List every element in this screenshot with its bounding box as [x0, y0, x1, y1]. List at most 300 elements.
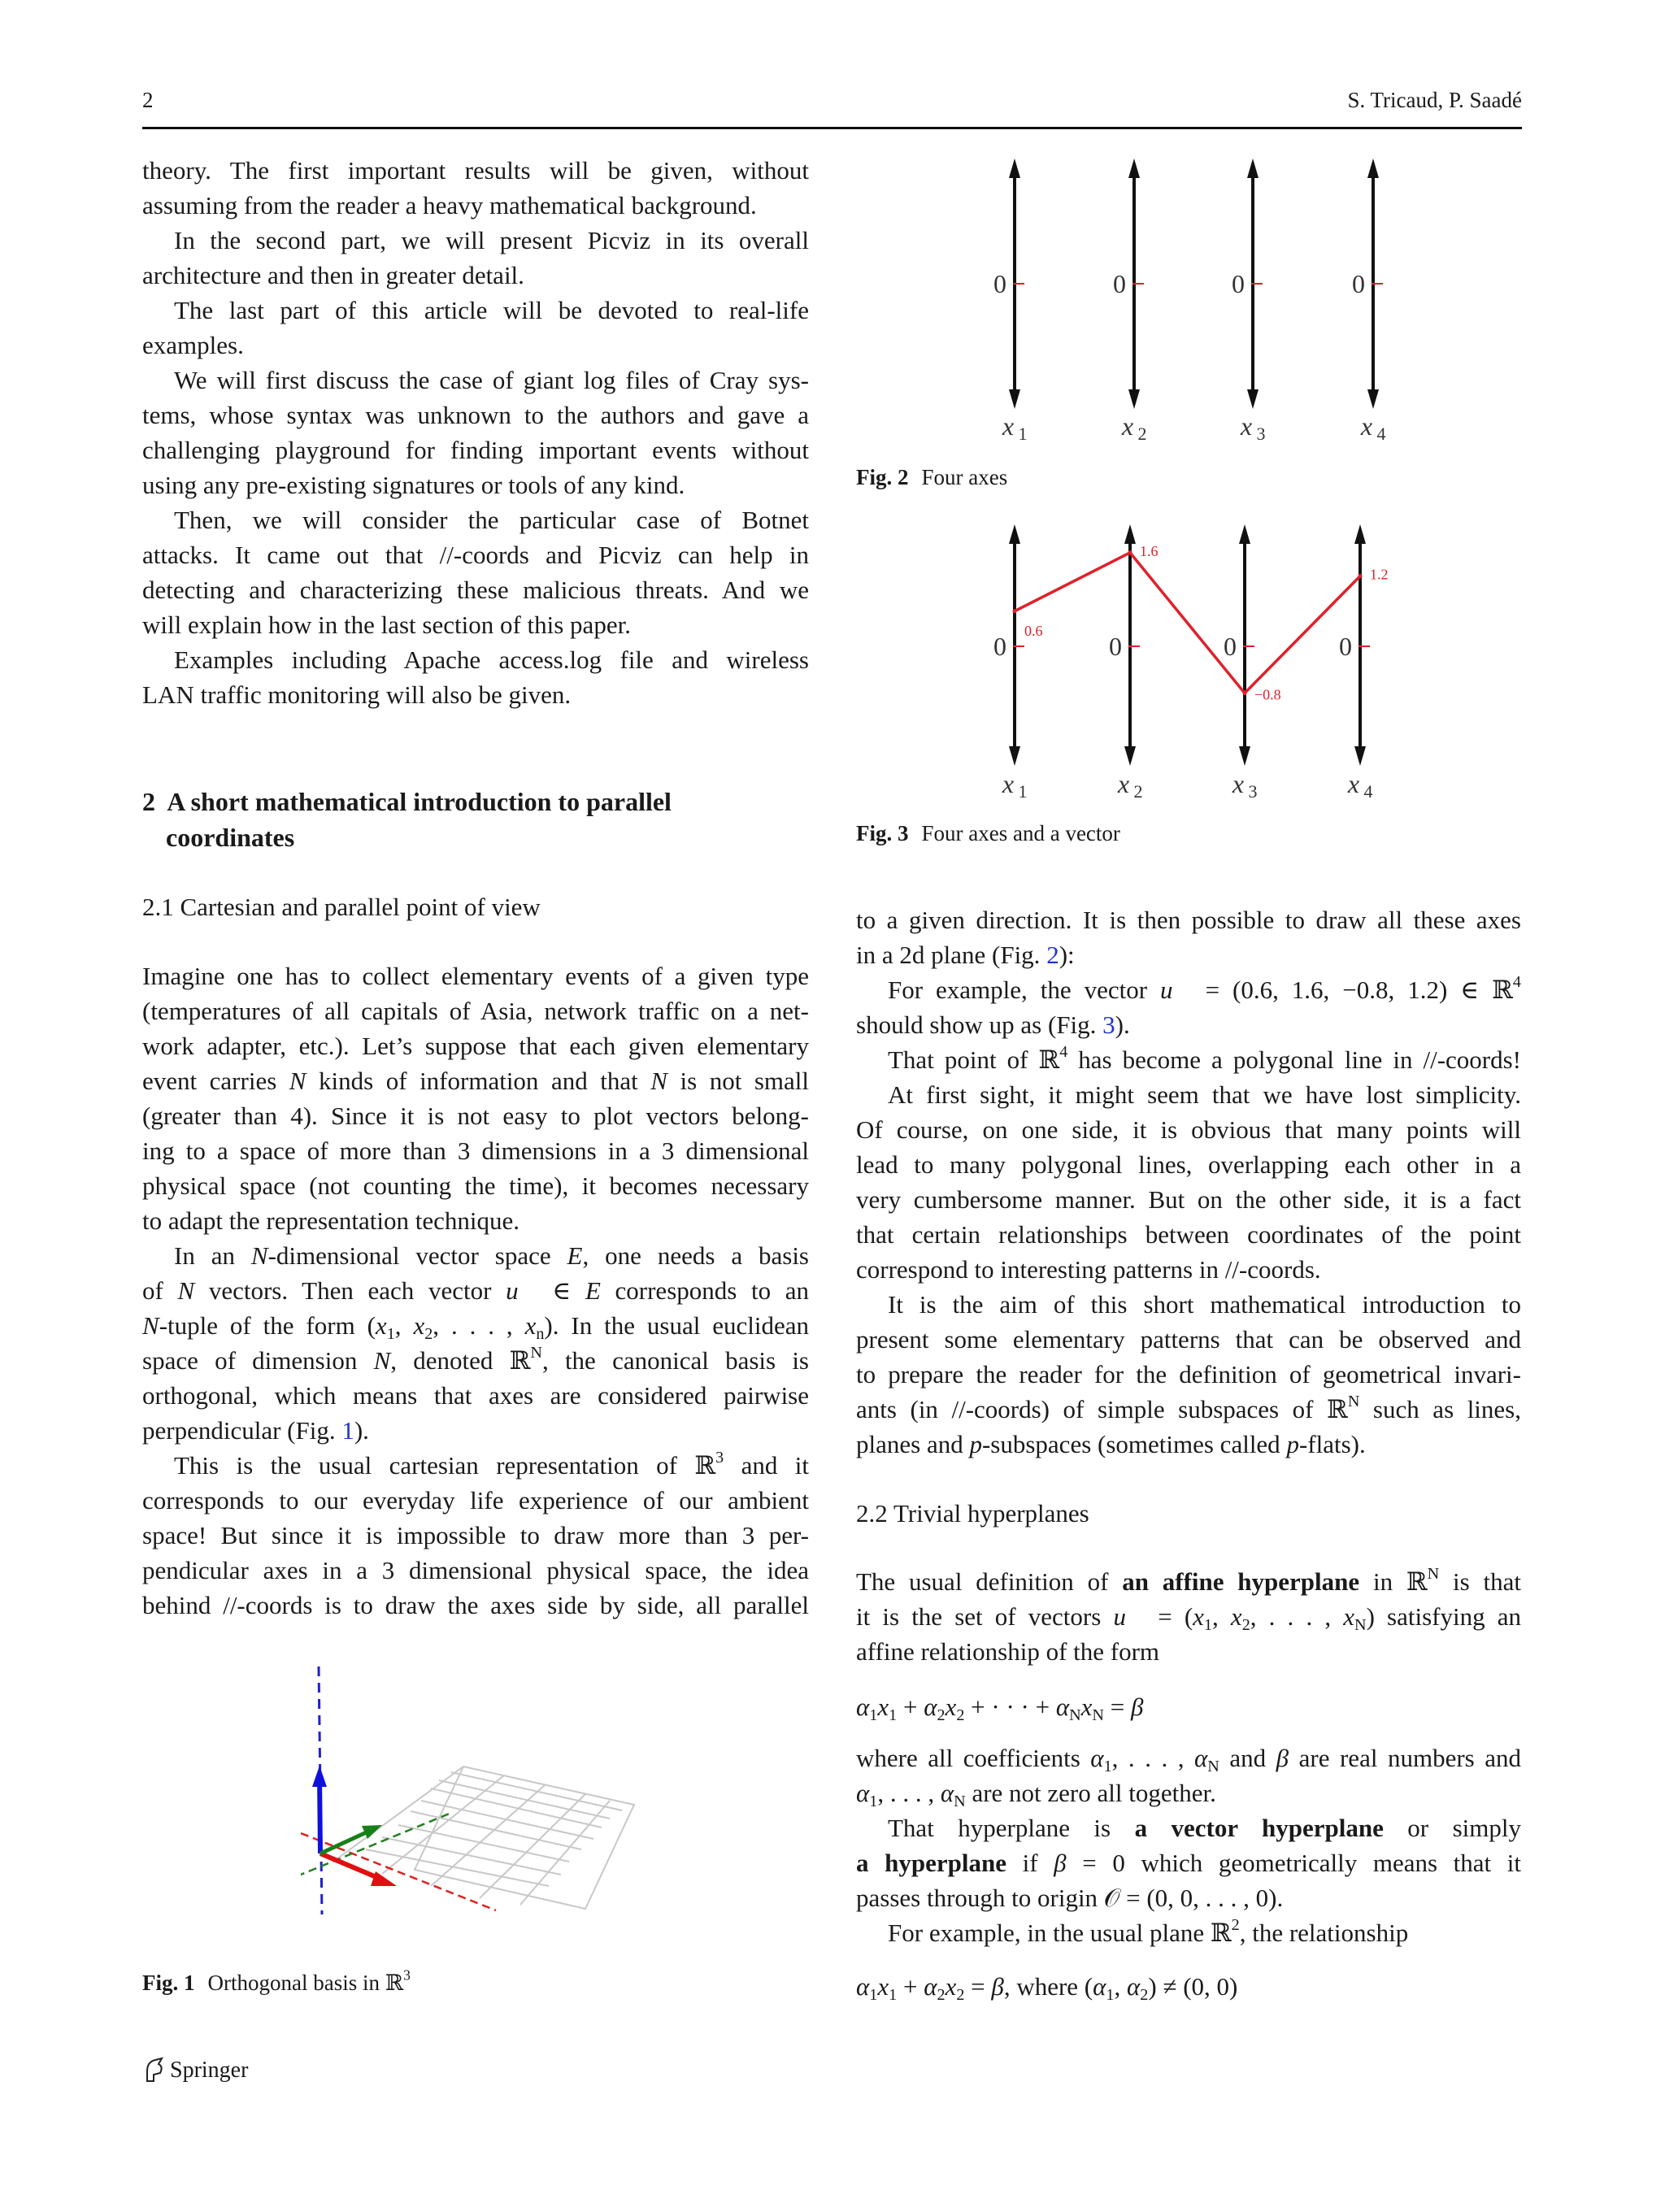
section-heading: [142, 787, 672, 817]
text-line: [856, 1814, 1521, 1849]
text-segment: N: [177, 1276, 195, 1305]
text-segment: ,: [1212, 1602, 1231, 1631]
text-line: [856, 1290, 1521, 1325]
zero-tick-label: 0: [1113, 269, 1126, 298]
text-line: [856, 1010, 1521, 1045]
text-segment: -subspaces (sometimes called: [981, 1430, 1287, 1458]
text-line: [856, 1115, 1521, 1150]
publisher-name: Springer: [170, 2058, 249, 2083]
vector-value-label: 1.6: [1140, 542, 1159, 559]
figure-1-caption-sup: 3: [403, 1966, 411, 1984]
text-segment: challenging playground for finding important events without: [142, 436, 809, 464]
text-line: [856, 1360, 1521, 1395]
text-segment: 2: [956, 1706, 965, 1725]
figure-3-chart: [976, 516, 1431, 801]
text-segment: ). In the usual euclidean: [544, 1311, 810, 1340]
text-segment: -flats).: [1298, 1430, 1366, 1458]
axis-label: x: [1121, 411, 1134, 441]
axis-arrow-down-icon: [1124, 746, 1136, 766]
text-line: [142, 1136, 809, 1171]
text-line: [142, 1448, 809, 1486]
text-line: [142, 191, 809, 226]
text-segment: , denoted ℝ: [390, 1346, 531, 1375]
text-segment: p: [1286, 1430, 1299, 1458]
text-line: [142, 401, 809, 436]
vector-point: [1013, 609, 1017, 613]
text-segment: x: [413, 1311, 425, 1340]
section-title-cont: coordinates: [166, 823, 295, 852]
text-segment: detecting and characterizing these malicious threats. And we: [142, 576, 809, 604]
text-line: [856, 1637, 1521, 1672]
text-segment: N: [142, 1311, 159, 1340]
text-segment: such as lines,: [1359, 1395, 1521, 1423]
text-segment: event carries: [142, 1067, 289, 1095]
text-segment: (temperatures of all capitals of Asia, network traffic on a net-: [142, 997, 809, 1025]
text-segment: x: [945, 1972, 957, 2001]
text-segment: This is the usual cartesian representation of ℝ: [174, 1451, 716, 1480]
text-line: [142, 1591, 809, 1626]
text-segment: where all coefficients: [856, 1744, 1091, 1772]
text-segment: physical space (not counting the time), it becomes necessary: [142, 1171, 809, 1200]
text-segment: ).: [1115, 1010, 1130, 1039]
text-segment: 2: [937, 1986, 946, 2005]
text-line: [856, 1564, 1521, 1602]
zero-tick-label: 0: [993, 269, 1006, 298]
figure-3-caption-text: Four axes and a vector: [921, 821, 1120, 845]
text-segment: , where (: [1003, 1972, 1093, 2001]
text-segment: α: [856, 1779, 870, 1807]
axis-arrow-up-icon: [1247, 159, 1259, 178]
axis-label-subscript: 3: [1256, 424, 1266, 443]
text-segment: (greater than 4). Since it is not easy to plot vectors belong-: [142, 1102, 809, 1130]
figure-2-caption-text: Four axes: [921, 465, 1008, 489]
text-segment: It is the aim of this short mathematical introduction to: [888, 1290, 1521, 1319]
text-segment: N: [1069, 1706, 1081, 1725]
text-segment: β: [1276, 1744, 1289, 1772]
text-segment: Of course, on one side, it is obvious that many points will: [856, 1115, 1521, 1144]
text-segment: 1: [869, 1793, 878, 1811]
text-segment: to prepare the reader for the definition of geometrical invari-: [856, 1360, 1521, 1388]
text-line: [142, 1381, 809, 1416]
text-segment: 1: [889, 1706, 898, 1725]
text-line: [856, 1042, 1521, 1080]
zero-tick-label: 0: [993, 632, 1006, 661]
text-segment: ) ≠ (0, 0): [1148, 1972, 1238, 2001]
text-segment: N: [650, 1067, 667, 1095]
text-segment: has become a polygonal line in //-coords!: [1067, 1045, 1521, 1074]
figure-2-chart: [976, 150, 1431, 443]
axis-arrow-down-icon: [1367, 389, 1379, 409]
text-segment: space of dimension: [142, 1346, 374, 1375]
text-segment: 4: [1512, 972, 1521, 991]
text-segment: attacks. It came out that //-coords and Picviz can help in: [142, 541, 809, 569]
axis-label: x: [1232, 769, 1245, 798]
text-segment: = 0 which geometrically means that it: [1066, 1849, 1522, 1877]
text-segment: N: [289, 1067, 306, 1095]
text-segment: an affine hyperplane: [1122, 1567, 1360, 1596]
text-segment: very cumbersome manner. But on the other side, it is a fact: [856, 1185, 1521, 1214]
section-title: A short mathematical introduction to parallel: [167, 787, 672, 816]
text-line: [142, 366, 809, 401]
axis-arrow-up-icon: [1128, 159, 1140, 178]
text-segment: tems, whose syntax was unknown to the authors and gave a: [142, 401, 809, 429]
text-line: [142, 1416, 809, 1451]
text-segment: u⃗: [506, 1276, 538, 1305]
axis-arrow-up-icon: [1354, 524, 1366, 544]
text-segment: ing to a space of more than 3 dimensions in a 3 dimensional: [142, 1136, 809, 1165]
text-segment: corresponds to our everyday life experience of our ambient: [142, 1486, 809, 1515]
text-segment: N: [1347, 1392, 1360, 1410]
text-segment: is not small: [667, 1067, 809, 1095]
text-segment: pendicular axes in a 3 dimensional physical space, the idea: [142, 1556, 809, 1584]
text-line: [142, 541, 809, 576]
text-segment: The usual definition of: [856, 1567, 1123, 1596]
text-segment: α: [856, 1693, 870, 1721]
text-segment: n: [536, 1325, 545, 1344]
running-head-authors: S. Tricaud, P. Saadé: [1347, 88, 1522, 112]
springer-horse-icon: [142, 2057, 167, 2084]
text-line: [142, 1556, 809, 1591]
text-line: [856, 1915, 1521, 1953]
vector-point: [1243, 691, 1247, 695]
text-line: [856, 1220, 1521, 1255]
text-segment: 2: [1140, 1986, 1149, 2005]
header-rule: [142, 127, 1522, 129]
text-segment: ∈: [537, 1276, 585, 1305]
text-segment: N: [1427, 1564, 1440, 1583]
text-segment: is that: [1439, 1567, 1521, 1596]
text-segment: N: [1354, 1616, 1367, 1635]
text-segment: Examples including Apache access.log file and wireless: [174, 645, 809, 674]
equation-plane-line: [856, 1972, 1238, 2005]
text-line: [856, 1430, 1521, 1465]
axis-arrow-up-icon: [1239, 524, 1250, 544]
axis-arrow-up-icon: [1367, 159, 1379, 178]
y-axis-dashed: [301, 1813, 451, 1876]
text-line: [142, 997, 809, 1032]
text-segment: +: [897, 1693, 924, 1721]
text-segment: , the canonical basis is: [541, 1346, 810, 1375]
figure-1-caption-text: Orthogonal basis in ℝ: [207, 1971, 404, 1995]
text-segment: Then, we will consider the particular case of Botnet: [174, 506, 809, 534]
text-segment: 2: [1231, 1915, 1240, 1934]
figure-2-caption: [856, 465, 1007, 490]
text-segment: of: [142, 1276, 178, 1305]
text-segment: 1: [1203, 1616, 1213, 1635]
text-segment: ):: [1059, 941, 1075, 969]
text-segment: α: [1093, 1972, 1106, 2001]
text-segment: orthogonal, which means that axes are considered pairwise: [142, 1381, 809, 1410]
text-segment: N: [530, 1343, 542, 1362]
text-segment: N: [373, 1346, 391, 1375]
figure-3-label: Fig. 3: [856, 821, 909, 845]
text-segment: or simply: [1383, 1814, 1521, 1842]
text-segment: x: [1343, 1602, 1355, 1631]
right-body-text: [856, 906, 1521, 1475]
text-segment: ).: [354, 1416, 369, 1445]
equation-affine-hyperplane: [856, 1693, 1144, 1725]
text-segment: x: [1193, 1602, 1204, 1631]
text-segment: 1: [1106, 1986, 1115, 2005]
text-segment: Imagine one has to collect elementary events of a given type: [142, 962, 809, 990]
text-segment: work adapter, etc.). Let’s suppose that each given elementary: [142, 1032, 809, 1060]
text-line: [856, 1325, 1521, 1360]
text-segment: 1: [1103, 1758, 1112, 1776]
text-line: [856, 1602, 1521, 1637]
vector-point: [1359, 574, 1363, 578]
text-segment: E: [567, 1241, 583, 1270]
text-segment: That hyperplane is: [888, 1814, 1135, 1842]
text-segment: In the second part, we will present Picviz in its overall: [174, 226, 809, 254]
text-segment: N: [1092, 1706, 1104, 1725]
text-segment: α: [1194, 1744, 1208, 1772]
text-segment: α: [940, 1779, 954, 1807]
text-segment: +: [897, 1972, 924, 2001]
axis-arrow-down-icon: [1247, 389, 1259, 409]
text-segment: α: [924, 1972, 937, 2001]
text-line: [142, 436, 809, 471]
right-body3-text: [856, 1744, 1521, 1963]
text-line: [142, 1067, 809, 1102]
figure-reference-link[interactable]: 3: [1102, 1010, 1115, 1039]
text-line: [856, 1185, 1521, 1220]
text-line: [856, 1779, 1521, 1814]
text-segment: In an: [174, 1241, 251, 1270]
left-body-text: [142, 962, 809, 1628]
text-line: [142, 506, 809, 541]
axis-label-subscript: 2: [1137, 424, 1147, 443]
text-segment: -dimensional vector space: [267, 1241, 567, 1270]
axis-label: x: [1002, 411, 1015, 441]
text-segment: ) satisfying an: [1366, 1602, 1522, 1631]
x-axis-dashed: [301, 1833, 496, 1910]
text-line: [142, 1032, 809, 1067]
text-segment: α: [1090, 1744, 1104, 1772]
axis-arrow-up-icon: [1009, 524, 1020, 544]
z-arrowhead-icon: [312, 1766, 327, 1787]
text-segment: E: [585, 1276, 601, 1305]
text-segment: ants (in //-coords) of simple subspaces of ℝ: [856, 1395, 1348, 1423]
figure-2-label: Fig. 2: [856, 465, 909, 489]
text-segment: planes and: [856, 1430, 970, 1458]
text-segment: The last part of this article will be devoted to real-life: [174, 296, 809, 324]
text-segment: α: [1055, 1693, 1070, 1721]
text-line: [142, 1206, 809, 1241]
vector-value-label: −0.8: [1254, 686, 1281, 703]
axis-label: x: [1347, 769, 1360, 798]
vector-polyline: [1015, 553, 1360, 693]
text-line: [142, 296, 809, 331]
text-segment: u⃗: [1113, 1602, 1146, 1631]
text-segment: in ℝ: [1359, 1567, 1428, 1596]
axis-arrow-down-icon: [1239, 746, 1250, 766]
text-segment: in a 2d plane (Fig.: [856, 941, 1047, 969]
text-segment: 2: [937, 1706, 946, 1725]
text-segment: , . . . ,: [1250, 1602, 1344, 1631]
axis-label-subscript: 1: [1018, 424, 1028, 443]
text-segment: x: [524, 1311, 537, 1340]
text-line: [142, 645, 809, 680]
text-segment: to adapt the representation technique.: [142, 1206, 519, 1235]
text-line: [142, 331, 809, 366]
text-line: [142, 226, 809, 261]
text-line: [142, 1241, 809, 1276]
subsection-2-2-heading: 2.2 Trivial hyperplanes: [856, 1499, 1089, 1528]
text-segment: 2: [424, 1325, 433, 1344]
grid-plane: [333, 1767, 634, 1909]
text-segment: 4: [1059, 1042, 1068, 1061]
text-segment: 3: [715, 1448, 724, 1467]
figure-1-caption: [142, 1966, 411, 1996]
text-segment: 1: [869, 1986, 878, 2005]
text-line: [142, 611, 809, 645]
text-line: [856, 1884, 1521, 1919]
text-segment: should show up as (Fig.: [856, 1010, 1103, 1039]
text-segment: =: [1103, 1693, 1131, 1721]
text-segment: to a given direction. It is then possible to draw all these axes: [856, 906, 1521, 934]
text-segment: α: [1127, 1972, 1141, 2001]
axis-arrow-down-icon: [1354, 746, 1366, 766]
figure-reference-link[interactable]: 1: [341, 1416, 354, 1445]
text-segment: space! But since it is impossible to draw more than 3 per-: [142, 1521, 809, 1549]
text-line: [856, 1080, 1521, 1115]
text-line: [142, 1102, 809, 1136]
text-segment: α: [924, 1693, 937, 1721]
text-segment: x: [877, 1693, 889, 1721]
axis-label-subscript: 4: [1376, 424, 1386, 443]
y-arrowhead-icon: [362, 1825, 382, 1839]
axis-label-subscript: 1: [1018, 781, 1028, 801]
text-segment: and it: [724, 1451, 809, 1480]
axis-arrow-down-icon: [1009, 389, 1020, 409]
text-segment: a vector hyperplane: [1134, 1814, 1384, 1842]
zero-tick-label: 0: [1224, 632, 1237, 661]
text-segment: passes through to origin 𝒪 = (0, 0, . . . , 0).: [856, 1884, 1284, 1912]
x-arrowhead-icon: [371, 1871, 397, 1886]
text-line: [142, 1171, 809, 1206]
text-segment: will explain how in the last section of this paper.: [142, 611, 631, 639]
text-line: [142, 576, 809, 611]
text-line: [142, 261, 809, 296]
text-segment: , . . . ,: [877, 1779, 941, 1807]
text-segment: that certain relationships between coordinates of the point: [856, 1220, 1521, 1249]
text-segment: N: [1207, 1758, 1219, 1776]
zero-tick-label: 0: [1339, 632, 1352, 661]
text-segment: At first sight, it might seem that we have lost simplicity.: [888, 1080, 1521, 1109]
figure-3-caption: [856, 821, 1120, 846]
text-segment: That point of ℝ: [888, 1045, 1060, 1074]
text-segment: = (: [1146, 1602, 1193, 1631]
text-line: [856, 1849, 1521, 1884]
text-segment: are real numbers and: [1289, 1744, 1522, 1772]
text-line: [142, 471, 809, 506]
text-segment: are not zero all together.: [965, 1779, 1216, 1807]
axis-label: x: [1360, 411, 1373, 441]
text-segment: and: [1219, 1744, 1276, 1772]
text-line: [856, 1150, 1521, 1185]
text-segment: β: [991, 1972, 1004, 2001]
figure-reference-link[interactable]: 2: [1046, 941, 1059, 969]
axis-label-subscript: 4: [1363, 781, 1373, 801]
text-segment: 1: [869, 1706, 878, 1725]
axis-label: x: [1117, 769, 1130, 798]
axis-arrow-up-icon: [1009, 159, 1020, 178]
text-segment: behind //-coords is to draw the axes side by side, all parallel: [142, 1591, 809, 1619]
right-body2-text: [856, 1564, 1522, 1673]
text-segment: assuming from the reader a heavy mathematical background.: [142, 191, 757, 219]
text-line: [856, 941, 1521, 976]
text-segment: vectors. Then each vector: [194, 1276, 506, 1305]
text-segment: p: [969, 1430, 982, 1458]
text-segment: using any pre-existing signatures or tools of any kind.: [142, 471, 685, 499]
vector-value-label: 1.2: [1370, 566, 1389, 583]
zero-tick-label: 0: [1352, 269, 1365, 298]
text-line: [142, 1276, 809, 1311]
text-segment: theory. The first important results will be given, without: [142, 156, 809, 185]
text-segment: 1: [889, 1986, 898, 2005]
text-segment: We will first discuss the case of giant log files of Cray sys-: [174, 366, 809, 394]
page-number: 2: [142, 88, 154, 112]
text-segment: ,: [394, 1311, 414, 1340]
figure-1-orthogonal-basis: [301, 1667, 650, 1951]
axis-arrow-down-icon: [1009, 746, 1020, 766]
text-line: [142, 962, 809, 997]
left-intro-text: [142, 156, 809, 725]
axis-arrow-down-icon: [1128, 389, 1140, 409]
text-segment: 2: [1241, 1616, 1250, 1635]
text-line: [856, 906, 1521, 941]
text-segment: x: [1080, 1693, 1093, 1721]
text-segment: ,: [1114, 1972, 1127, 2001]
text-line: [142, 1521, 809, 1556]
text-segment: a hyperplane: [856, 1849, 1006, 1877]
text-segment: = (0.6, 1.6, −0.8, 1.2) ∈ ℝ: [1192, 976, 1513, 1004]
text-segment: For example, in the usual plane ℝ: [888, 1919, 1232, 1947]
zero-tick-label: 0: [1232, 269, 1245, 298]
axis-label-subscript: 3: [1248, 781, 1258, 801]
text-line: [142, 1311, 809, 1346]
text-segment: kinds of information and that: [306, 1067, 651, 1095]
section-number: 2: [142, 787, 155, 816]
text-segment: corresponds to an: [600, 1276, 809, 1305]
text-line: [856, 1255, 1521, 1290]
text-segment: lead to many polygonal lines, overlapping each other in a: [856, 1150, 1521, 1179]
text-line: [142, 156, 809, 191]
text-line: [142, 1486, 809, 1521]
text-segment: , the relationship: [1239, 1919, 1409, 1947]
text-segment: , . . . ,: [433, 1311, 525, 1340]
text-line: [856, 972, 1521, 1010]
text-segment: present some elementary patterns that can be observed and: [856, 1325, 1521, 1354]
text-segment: if: [1006, 1849, 1054, 1877]
axis-label: x: [1240, 411, 1253, 441]
text-segment: x: [877, 1972, 889, 2001]
text-segment: x: [375, 1311, 387, 1340]
figure-1-label: Fig. 1: [142, 1971, 195, 1995]
text-segment: β: [1054, 1849, 1067, 1877]
zero-tick-label: 0: [1109, 632, 1122, 661]
text-line: [142, 1343, 810, 1381]
text-segment: perpendicular (Fig.: [142, 1416, 342, 1445]
vector-point: [1128, 550, 1132, 554]
x-basis-vector: [320, 1853, 382, 1880]
axis-label-subscript: 2: [1133, 781, 1143, 801]
text-segment: -tuple of the form (: [159, 1311, 376, 1340]
subsection-2-1-heading: 2.1 Cartesian and parallel point of view: [142, 893, 541, 921]
text-line: [142, 680, 809, 715]
springer-logo: [142, 2057, 248, 2084]
text-segment: For example, the vector: [888, 976, 1160, 1004]
